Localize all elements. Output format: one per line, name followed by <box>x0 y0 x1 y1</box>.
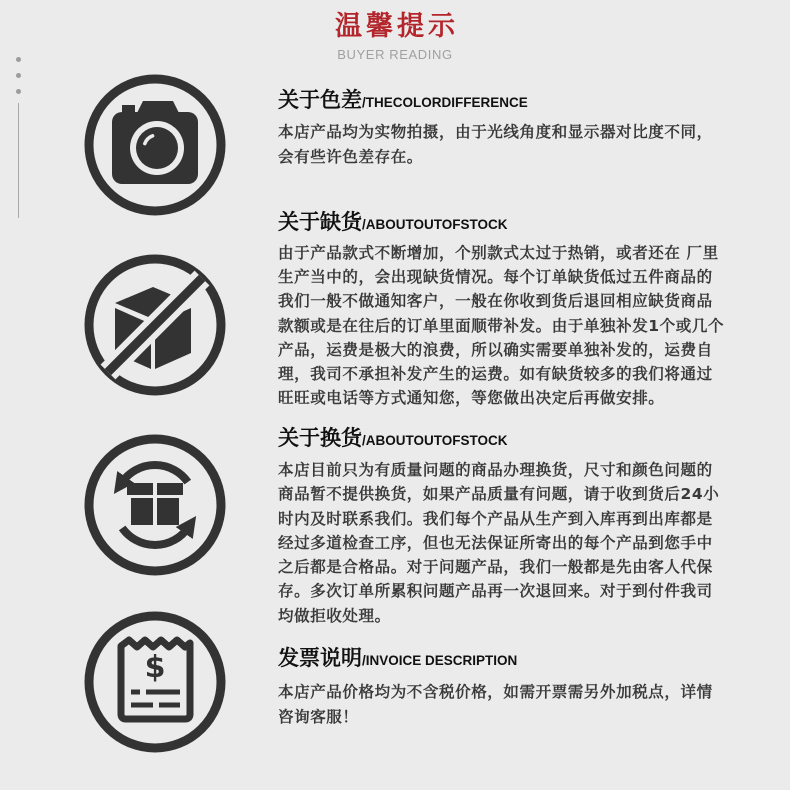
section-body-line: 咨询客服！ <box>278 708 359 726</box>
section-title-en: /THECOLORDIFFERENCE <box>362 95 528 110</box>
section-title-cn: 关于色差 <box>278 88 362 112</box>
decor-vertical-line <box>18 103 19 218</box>
section-body-line: 之后都是合格品。对于问题产品，我们一般都是先由客人代保 <box>278 558 713 577</box>
decor-dot <box>16 89 21 94</box>
section-body-line: 理，我司不承担补发产生的运费。如有缺货较多的我们将通过 <box>278 365 713 384</box>
section-title-en: /ABOUTOUTOFSTOCK <box>362 217 508 232</box>
section-body-line: 会有些许色差存在。 <box>278 148 423 166</box>
decor-dot <box>16 57 21 62</box>
section-title-out-of-stock <box>278 208 508 239</box>
page-subtitle: BUYER READING <box>337 47 453 62</box>
gift-lid-right <box>157 483 183 495</box>
page-title: 温馨提示 <box>335 11 459 42</box>
icon-ring <box>89 439 221 571</box>
section-body-line: 生产当中的，会出现缺货情况。每个订单缺货低过五件商品的 <box>278 268 713 287</box>
section-title-en: /INVOICE DESCRIPTION <box>362 653 518 668</box>
camera-lens <box>136 127 178 169</box>
section-title-en: /ABOUTOUTOFSTOCK <box>362 433 508 448</box>
gift-lid-left <box>127 483 153 495</box>
section-title-cn: 关于换货 <box>278 426 362 450</box>
section-body-exchange <box>278 458 719 628</box>
gift-body-left <box>131 498 153 525</box>
gift-body-right <box>157 498 179 525</box>
section-title-invoice <box>278 644 517 675</box>
section-title-cn: 发票说明 <box>278 646 362 670</box>
receipt-icon <box>75 602 235 762</box>
section-title-exchange <box>278 424 508 455</box>
section-body-line: 产品，运费是极大的浪费，所以确实需要单独补发的，运费自 <box>278 340 713 359</box>
section-body-invoice <box>278 680 713 730</box>
section-body-line: 时内及时联系我们。我们每个产品从生产到入库再到出库都是 <box>278 509 713 528</box>
section-body-line: 均做拒收处理。 <box>278 606 391 625</box>
decor-dot <box>16 73 21 78</box>
section-body-line: 我们一般不做通知客户，一般在你收到货后退回相应缺货商品 <box>278 292 713 311</box>
section-body-line: 旺旺或电话等方式通知您，等您做出决定后再做安排。 <box>278 389 665 408</box>
top-exchange-arrow <box>122 465 188 482</box>
section-body-line: 本店产品价格均为不含税价格，如需开票需另外加税点，详情 <box>278 683 713 701</box>
camera-viewfinder-hump <box>137 101 179 113</box>
section-body-line: 存。多次订单所累积问题产品再一次退回来。对于到付件我司 <box>278 582 713 601</box>
exchange-gift-icon <box>75 425 235 585</box>
dollar-sign: $ <box>144 650 166 685</box>
section-body-line: 本店目前只为有质量问题的商品办理换货，尺寸和颜色问题的 <box>278 461 713 479</box>
section-title-cn: 关于缺货 <box>278 210 362 234</box>
section-body-line: 款额或是在往后的订单里面顺带补发。由于单独补发1个或几个 <box>278 316 725 335</box>
camera-icon <box>75 65 235 225</box>
no-stock-box-icon <box>75 245 235 405</box>
section-title-color-difference <box>278 86 528 117</box>
section-body-line: 商品暂不提供换货，如果产品质量有问题，请于收到货后24小 <box>278 485 720 504</box>
bottom-exchange-arrow <box>122 528 188 545</box>
section-body-line: 本店产品均为实物拍摄，由于光线角度和显示器对比度不同， <box>278 123 713 141</box>
section-body-color-difference <box>278 120 713 170</box>
section-body-line: 经过多道检查工序，但也无法保证所寄出的每个产品到您手中 <box>278 533 713 552</box>
section-body-out-of-stock <box>278 241 724 410</box>
section-body-line: 由于产品款式不断增加，个别款式太过于热销，或者还在 厂里 <box>278 244 719 262</box>
